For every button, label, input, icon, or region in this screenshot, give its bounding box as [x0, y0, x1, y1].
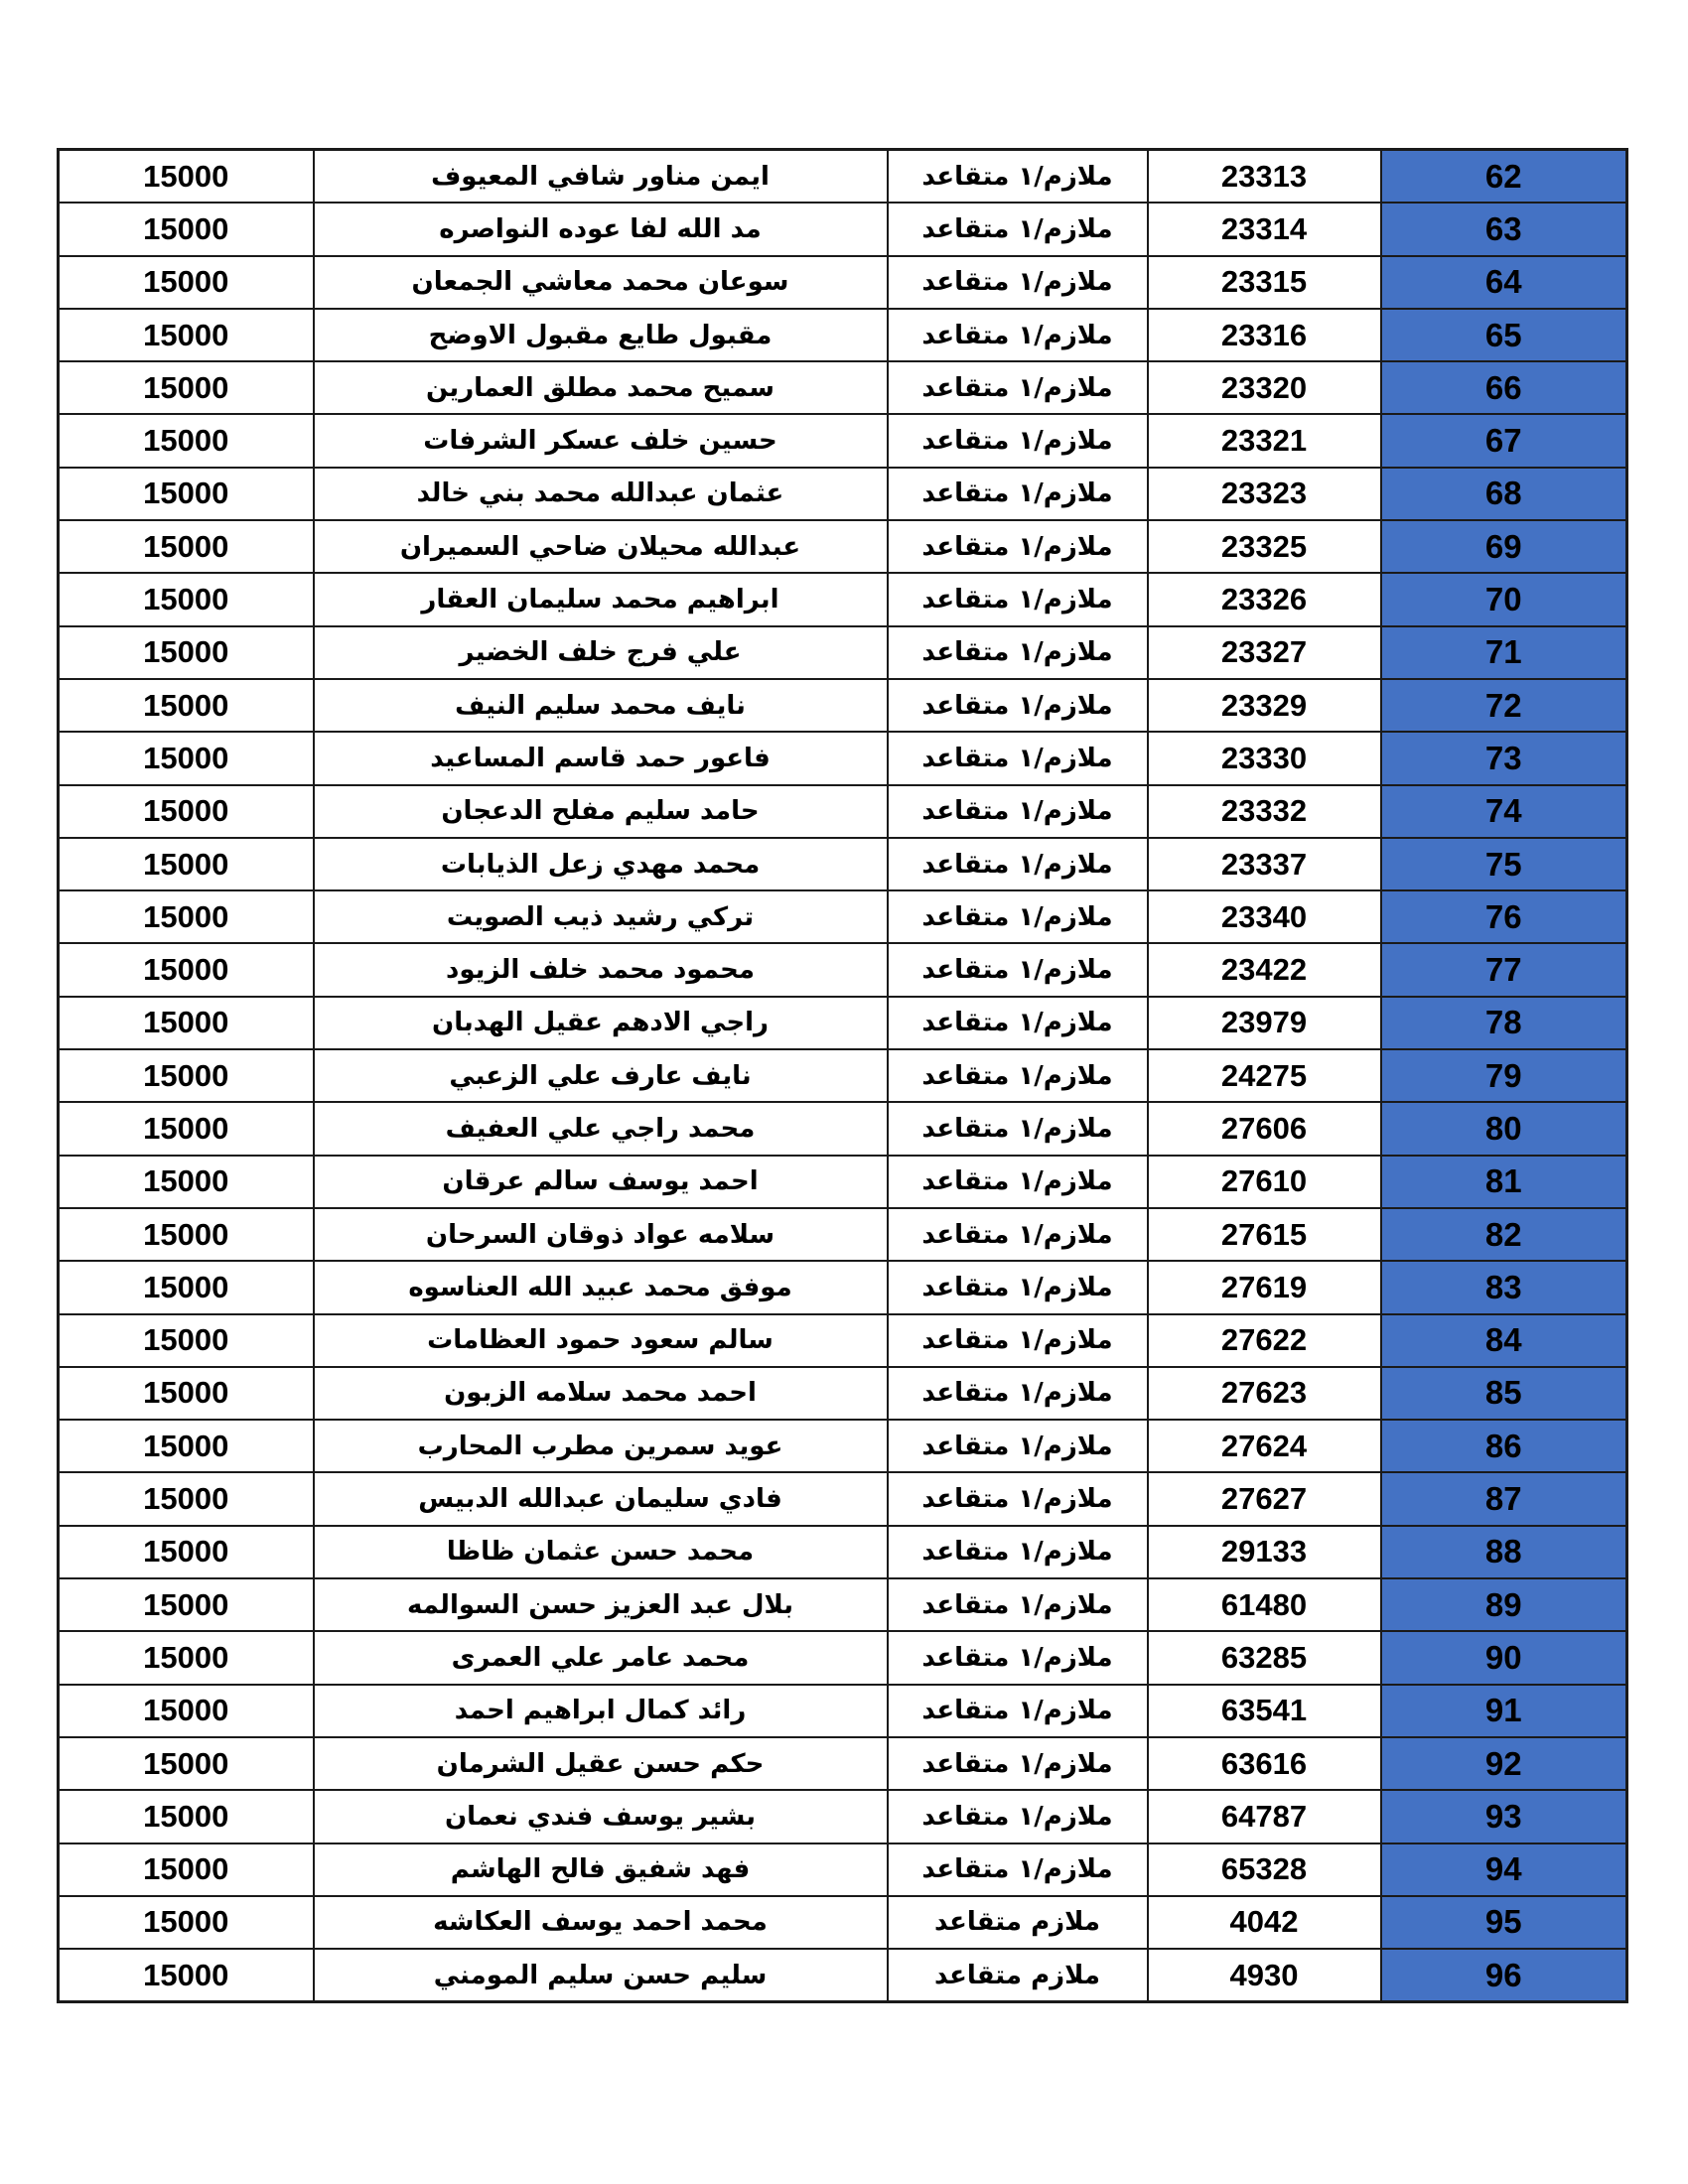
sequence-cell: 88 [1381, 1526, 1627, 1578]
rank-cell: ملازم/١ متقاعد [888, 1314, 1148, 1367]
amount-cell: 15000 [59, 150, 314, 204]
sequence-cell: 91 [1381, 1685, 1627, 1737]
sequence-cell: 76 [1381, 890, 1627, 943]
military-number-cell: 27619 [1148, 1261, 1381, 1313]
sequence-cell: 67 [1381, 414, 1627, 467]
military-number-cell: 23337 [1148, 838, 1381, 890]
name-cell: محمد حسن عثمان ظاظا [314, 1526, 888, 1578]
military-number-cell: 23326 [1148, 573, 1381, 625]
table-row [59, 1102, 1627, 1155]
rank-cell: ملازم/١ متقاعد [888, 203, 1148, 255]
name-cell: محمد راجي علي العفيف [314, 1102, 888, 1155]
amount-cell: 15000 [59, 520, 314, 573]
military-number-cell: 65328 [1148, 1843, 1381, 1896]
rank-cell: ملازم/١ متقاعد [888, 1685, 1148, 1737]
table-row [59, 1367, 1627, 1420]
amount-cell: 15000 [59, 256, 314, 309]
amount-cell: 15000 [59, 890, 314, 943]
rank-cell: ملازم/١ متقاعد [888, 1843, 1148, 1896]
amount-cell: 15000 [59, 1949, 314, 2002]
rank-cell: ملازم/١ متقاعد [888, 1208, 1148, 1261]
amount-cell: 15000 [59, 679, 314, 732]
rank-cell: ملازم/١ متقاعد [888, 732, 1148, 784]
table-row [59, 1949, 1627, 2002]
military-number-cell: 27622 [1148, 1314, 1381, 1367]
name-cell: سالم سعود حمود العظامات [314, 1314, 888, 1367]
table-row [59, 1261, 1627, 1313]
sequence-cell: 83 [1381, 1261, 1627, 1313]
sequence-cell: 90 [1381, 1631, 1627, 1684]
table-row [59, 943, 1627, 996]
table-row [59, 361, 1627, 414]
name-cell: محمد عامر علي العمرى [314, 1631, 888, 1684]
sequence-cell: 89 [1381, 1578, 1627, 1631]
table-row [59, 732, 1627, 784]
name-cell: بلال عبد العزيز حسن السوالمه [314, 1578, 888, 1631]
amount-cell: 15000 [59, 626, 314, 679]
amount-cell: 15000 [59, 1896, 314, 1949]
military-number-cell: 27623 [1148, 1367, 1381, 1420]
sequence-cell: 82 [1381, 1208, 1627, 1261]
sequence-cell: 66 [1381, 361, 1627, 414]
military-number-cell: 23313 [1148, 150, 1381, 204]
sequence-cell: 71 [1381, 626, 1627, 679]
military-number-cell: 23321 [1148, 414, 1381, 467]
name-cell: محمد احمد يوسف العكاشه [314, 1896, 888, 1949]
amount-cell: 15000 [59, 1843, 314, 1896]
sequence-cell: 63 [1381, 203, 1627, 255]
military-number-cell: 23330 [1148, 732, 1381, 784]
rank-cell: ملازم/١ متقاعد [888, 1472, 1148, 1525]
amount-cell: 15000 [59, 838, 314, 890]
rank-cell: ملازم/١ متقاعد [888, 468, 1148, 520]
sequence-cell: 80 [1381, 1102, 1627, 1155]
table-row [59, 1578, 1627, 1631]
table-row [59, 1420, 1627, 1472]
amount-cell: 15000 [59, 997, 314, 1049]
military-number-cell: 63541 [1148, 1685, 1381, 1737]
table-row [59, 997, 1627, 1049]
name-cell: عثمان عبدالله محمد بني خالد [314, 468, 888, 520]
rank-cell: ملازم/١ متقاعد [888, 520, 1148, 573]
sequence-cell: 87 [1381, 1472, 1627, 1525]
name-cell: حسين خلف عسكر الشرفات [314, 414, 888, 467]
rank-cell: ملازم متقاعد [888, 1896, 1148, 1949]
table-row [59, 1526, 1627, 1578]
sequence-cell: 77 [1381, 943, 1627, 996]
table-row [59, 1314, 1627, 1367]
sequence-cell: 74 [1381, 785, 1627, 838]
name-cell: نايف عارف علي الزعبي [314, 1049, 888, 1102]
name-cell: محمد مهدي زعل الذيابات [314, 838, 888, 890]
amount-cell: 15000 [59, 1790, 314, 1843]
rank-cell: ملازم/١ متقاعد [888, 785, 1148, 838]
table-row [59, 1843, 1627, 1896]
rank-cell: ملازم/١ متقاعد [888, 1049, 1148, 1102]
amount-cell: 15000 [59, 943, 314, 996]
military-number-cell: 23315 [1148, 256, 1381, 309]
name-cell: سليم حسن سليم المومني [314, 1949, 888, 2002]
table-row [59, 573, 1627, 625]
sequence-cell: 94 [1381, 1843, 1627, 1896]
military-number-cell: 29133 [1148, 1526, 1381, 1578]
amount-cell: 15000 [59, 1685, 314, 1737]
name-cell: ابراهيم محمد سليمان العقار [314, 573, 888, 625]
rank-cell: ملازم/١ متقاعد [888, 997, 1148, 1049]
rank-cell: ملازم/١ متقاعد [888, 626, 1148, 679]
name-cell: بشير يوسف فندي نعمان [314, 1790, 888, 1843]
military-number-cell: 23314 [1148, 203, 1381, 255]
military-number-cell: 23323 [1148, 468, 1381, 520]
name-cell: سلامه عواد ذوقان السرحان [314, 1208, 888, 1261]
sequence-cell: 75 [1381, 838, 1627, 890]
table-row [59, 468, 1627, 520]
rank-cell: ملازم/١ متقاعد [888, 256, 1148, 309]
amount-cell: 15000 [59, 785, 314, 838]
military-number-cell: 23422 [1148, 943, 1381, 996]
sequence-cell: 96 [1381, 1949, 1627, 2002]
military-number-cell: 23325 [1148, 520, 1381, 573]
table-row [59, 785, 1627, 838]
table-row [59, 838, 1627, 890]
sequence-cell: 73 [1381, 732, 1627, 784]
table-row [59, 626, 1627, 679]
name-cell: تركي رشيد ذيب الصويت [314, 890, 888, 943]
amount-cell: 15000 [59, 1102, 314, 1155]
military-number-cell: 23979 [1148, 997, 1381, 1049]
military-number-cell: 4042 [1148, 1896, 1381, 1949]
table-row [59, 1156, 1627, 1208]
sequence-cell: 69 [1381, 520, 1627, 573]
rank-cell: ملازم/١ متقاعد [888, 1156, 1148, 1208]
name-cell: محمود محمد خلف الزيود [314, 943, 888, 996]
sequence-cell: 81 [1381, 1156, 1627, 1208]
sequence-cell: 95 [1381, 1896, 1627, 1949]
rank-cell: ملازم/١ متقاعد [888, 838, 1148, 890]
military-number-cell: 23327 [1148, 626, 1381, 679]
name-cell: فادي سليمان عبدالله الدبيس [314, 1472, 888, 1525]
military-number-cell: 63285 [1148, 1631, 1381, 1684]
table-row [59, 679, 1627, 732]
military-number-cell: 23332 [1148, 785, 1381, 838]
amount-cell: 15000 [59, 1314, 314, 1367]
military-number-cell: 27627 [1148, 1472, 1381, 1525]
amount-cell: 15000 [59, 1420, 314, 1472]
rank-cell: ملازم/١ متقاعد [888, 414, 1148, 467]
rank-cell: ملازم/١ متقاعد [888, 1631, 1148, 1684]
table-row [59, 1896, 1627, 1949]
sequence-cell: 84 [1381, 1314, 1627, 1367]
table-row [59, 1790, 1627, 1843]
rank-cell: ملازم/١ متقاعد [888, 1367, 1148, 1420]
table-row [59, 203, 1627, 255]
military-number-cell: 64787 [1148, 1790, 1381, 1843]
amount-cell: 15000 [59, 203, 314, 255]
name-cell: احمد محمد سلامه الزبون [314, 1367, 888, 1420]
table-row [59, 520, 1627, 573]
name-cell: مد الله لفا عوده النواصره [314, 203, 888, 255]
rank-cell: ملازم/١ متقاعد [888, 573, 1148, 625]
roster-sheet [57, 148, 1625, 2003]
amount-cell: 15000 [59, 573, 314, 625]
sequence-cell: 62 [1381, 150, 1627, 204]
military-number-cell: 27606 [1148, 1102, 1381, 1155]
sequence-cell: 86 [1381, 1420, 1627, 1472]
rank-cell: ملازم/١ متقاعد [888, 1526, 1148, 1578]
name-cell: حامد سليم مفلح الدعجان [314, 785, 888, 838]
name-cell: رائد كمال ابراهيم احمد [314, 1685, 888, 1737]
name-cell: مقبول طايع مقبول الاوضح [314, 309, 888, 361]
rank-cell: ملازم متقاعد [888, 1949, 1148, 2002]
name-cell: عبدالله محيلان ضاحي السميران [314, 520, 888, 573]
rank-cell: ملازم/١ متقاعد [888, 150, 1148, 204]
amount-cell: 15000 [59, 414, 314, 467]
amount-cell: 15000 [59, 1049, 314, 1102]
table-row [59, 1472, 1627, 1525]
sequence-cell: 85 [1381, 1367, 1627, 1420]
sequence-cell: 70 [1381, 573, 1627, 625]
amount-cell: 15000 [59, 468, 314, 520]
amount-cell: 15000 [59, 1631, 314, 1684]
sequence-cell: 92 [1381, 1737, 1627, 1790]
sequence-cell: 65 [1381, 309, 1627, 361]
table-row [59, 309, 1627, 361]
rank-cell: ملازم/١ متقاعد [888, 1737, 1148, 1790]
rank-cell: ملازم/١ متقاعد [888, 1102, 1148, 1155]
amount-cell: 15000 [59, 1367, 314, 1420]
rank-cell: ملازم/١ متقاعد [888, 943, 1148, 996]
sequence-cell: 72 [1381, 679, 1627, 732]
amount-cell: 15000 [59, 732, 314, 784]
table-row [59, 1737, 1627, 1790]
military-number-cell: 27615 [1148, 1208, 1381, 1261]
amount-cell: 15000 [59, 1526, 314, 1578]
rank-cell: ملازم/١ متقاعد [888, 1420, 1148, 1472]
table-row [59, 1049, 1627, 1102]
military-number-cell: 61480 [1148, 1578, 1381, 1631]
name-cell: فاعور حمد قاسم المساعيد [314, 732, 888, 784]
amount-cell: 15000 [59, 1208, 314, 1261]
table-row [59, 1208, 1627, 1261]
amount-cell: 15000 [59, 1156, 314, 1208]
table-row [59, 890, 1627, 943]
military-number-cell: 27624 [1148, 1420, 1381, 1472]
sequence-cell: 64 [1381, 256, 1627, 309]
sequence-cell: 79 [1381, 1049, 1627, 1102]
military-number-cell: 23340 [1148, 890, 1381, 943]
table-row [59, 414, 1627, 467]
name-cell: ايمن مناور شافي المعيوف [314, 150, 888, 204]
name-cell: سوعان محمد معاشي الجمعان [314, 256, 888, 309]
military-number-cell: 23316 [1148, 309, 1381, 361]
military-number-cell: 27610 [1148, 1156, 1381, 1208]
name-cell: حكم حسن عقيل الشرمان [314, 1737, 888, 1790]
amount-cell: 15000 [59, 1737, 314, 1790]
amount-cell: 15000 [59, 309, 314, 361]
rank-cell: ملازم/١ متقاعد [888, 1790, 1148, 1843]
rank-cell: ملازم/١ متقاعد [888, 361, 1148, 414]
name-cell: موفق محمد عبيد الله العناسوه [314, 1261, 888, 1313]
military-number-cell: 63616 [1148, 1737, 1381, 1790]
table-row [59, 256, 1627, 309]
rank-cell: ملازم/١ متقاعد [888, 890, 1148, 943]
name-cell: راجي الادهم عقيل الهدبان [314, 997, 888, 1049]
military-number-cell: 24275 [1148, 1049, 1381, 1102]
name-cell: علي فرج خلف الخضير [314, 626, 888, 679]
rank-cell: ملازم/١ متقاعد [888, 309, 1148, 361]
name-cell: سميح محمد مطلق العمارين [314, 361, 888, 414]
roster-body [59, 150, 1627, 2002]
rank-cell: ملازم/١ متقاعد [888, 1578, 1148, 1631]
table-row [59, 1685, 1627, 1737]
roster-table [57, 148, 1628, 2003]
amount-cell: 15000 [59, 1578, 314, 1631]
name-cell: احمد يوسف سالم عرقان [314, 1156, 888, 1208]
rank-cell: ملازم/١ متقاعد [888, 679, 1148, 732]
table-row [59, 1631, 1627, 1684]
military-number-cell: 23320 [1148, 361, 1381, 414]
military-number-cell: 4930 [1148, 1949, 1381, 2002]
table-row [59, 150, 1627, 204]
military-number-cell: 23329 [1148, 679, 1381, 732]
sequence-cell: 78 [1381, 997, 1627, 1049]
amount-cell: 15000 [59, 1261, 314, 1313]
rank-cell: ملازم/١ متقاعد [888, 1261, 1148, 1313]
amount-cell: 15000 [59, 361, 314, 414]
amount-cell: 15000 [59, 1472, 314, 1525]
name-cell: عويد سمرين مطرب المحارب [314, 1420, 888, 1472]
sequence-cell: 93 [1381, 1790, 1627, 1843]
name-cell: نايف محمد سليم النيف [314, 679, 888, 732]
name-cell: فهد شفيق فالح الهاشم [314, 1843, 888, 1896]
sequence-cell: 68 [1381, 468, 1627, 520]
